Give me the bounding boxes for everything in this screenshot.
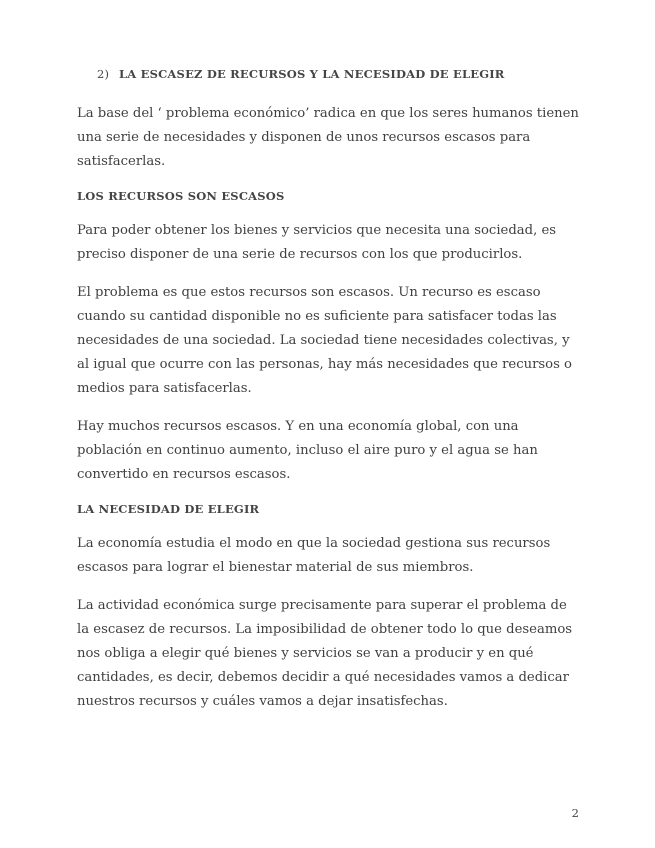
paragraph: La economía estudia el modo en que la sociedad gestiona sus recursos escasos para lograr el bienestar material de sus miembros.: [77, 536, 551, 575]
paragraph: El problema es que estos recursos son escasos. Un recurso es escaso cuando su cantidad disponible no es suficiente para satisfacer todas las necesidades de una sociedad. La sociedad tiene necesidades colectivas, y al igual que ocurre con las personas, hay más necesidades que recursos o medios para satisfacerlas.: [77, 285, 573, 396]
section-number: 2): [97, 67, 110, 81]
paragraph: Hay muchos recursos escasos. Y en una economía global, con una población en continuo aumento, incluso el aire puro y el agua se han convertido en recursos escasos.: [77, 419, 538, 482]
paragraph: Para poder obtener los bienes y servicios que necesita una sociedad, es preciso disponer de una serie de recursos con los que producirlos.: [77, 223, 557, 262]
intro-paragraph: La base del ‘ problema económico’ radica en que los seres humanos tienen una serie de necesidades y disponen de unos recursos escasos para satisfacerlas.: [77, 106, 579, 169]
page-number: 2: [571, 806, 579, 820]
section-title-text: LA ESCASEZ DE RECURSOS Y LA NECESIDAD DE ELEGIR: [119, 67, 505, 81]
subheading-necesidad-de-elegir: LA NECESIDAD DE ELEGIR: [77, 502, 260, 516]
paragraph: La actividad económica surge precisamente para superar el problema de la escasez de recursos. La imposibilidad de obtener todo lo que deseamos nos obliga a elegir qué bienes y servicios se van a producir y en qué cantidades, es decir, debemos decidir a qué necesidades vamos a dedicar nuestros recursos y cuáles vamos a dejar insatisfechas.: [77, 598, 573, 709]
document-body: [77, 66, 582, 728]
section-title: [77, 66, 582, 82]
subheading-recursos-escasos: LOS RECURSOS SON ESCASOS: [77, 189, 285, 203]
